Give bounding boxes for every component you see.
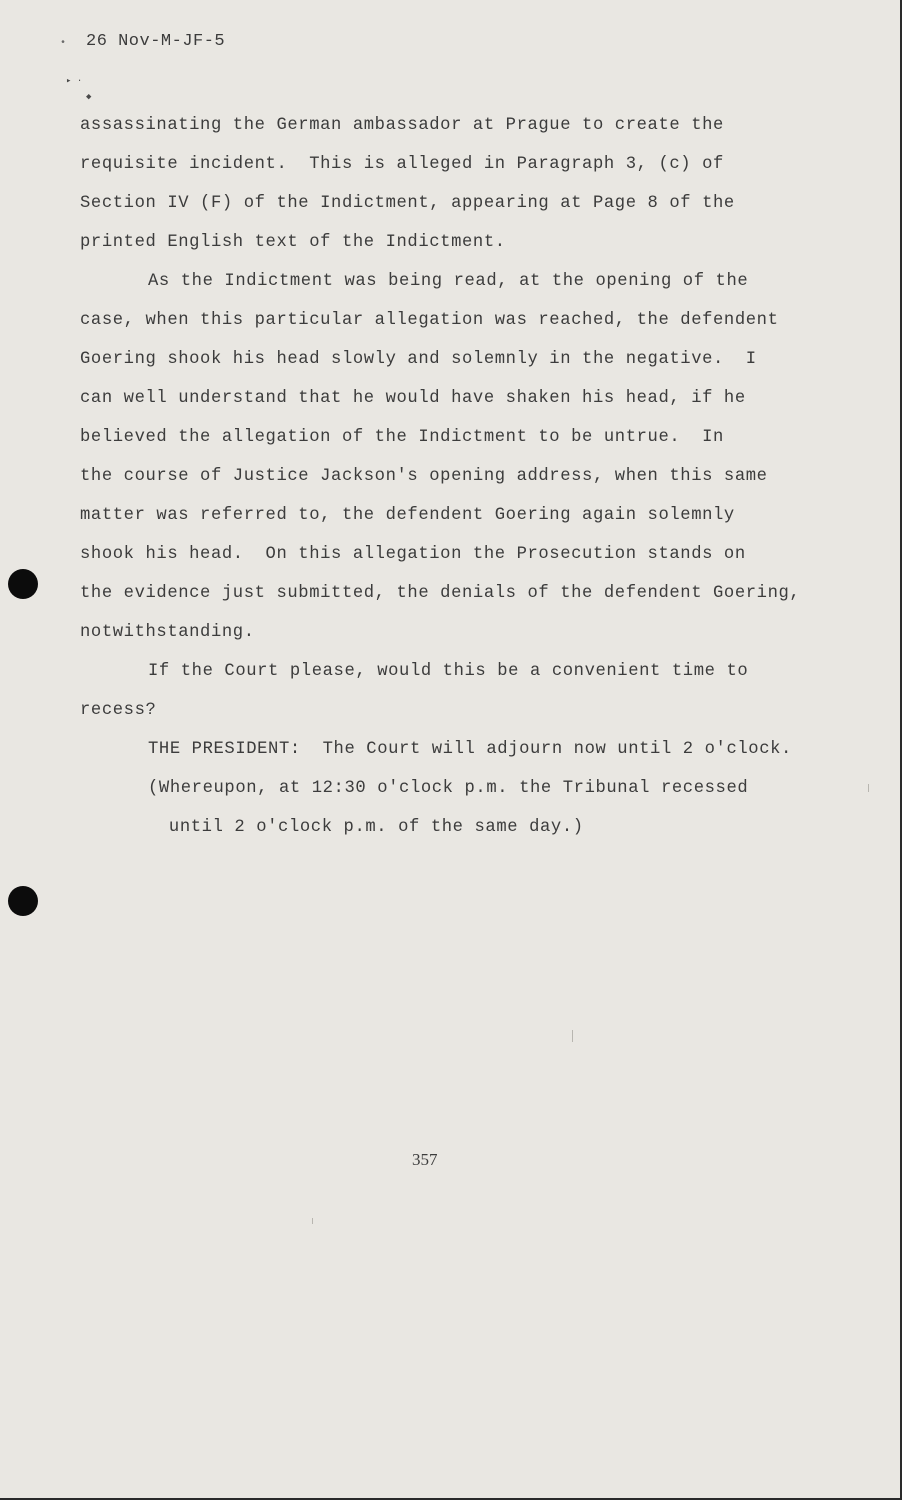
paper-speck [868,784,869,792]
text-line: Goering shook his head slowly and solemnly in the negative. I [80,350,757,369]
binder-hole-lower [8,886,38,916]
paragraph-2 [80,262,850,652]
transcript-body [80,106,850,847]
paragraph-3 [80,652,850,730]
text-line: (Whereupon, at 12:30 o'clock p.m. the Tribunal recessed [148,779,749,798]
text-line: recess? [80,701,157,720]
text-line: believed the allegation of the Indictment to be untrue. In [80,428,724,447]
margin-tick-mark: • [60,38,67,49]
text-line: As the Indictment was being read, at the opening of the [148,272,749,291]
text-line: requisite incident. This is alleged in Paragraph 3, (c) of [80,155,724,174]
text-line: the course of Justice Jackson's opening address, when this same [80,467,768,486]
paper-speck [312,1218,313,1224]
text-line: until 2 o'clock p.m. of the same day.) [158,818,584,837]
page-number: 357 [412,1150,438,1169]
ink-speck-mark: ◆ [86,92,92,102]
text-line: notwithstanding. [80,623,255,642]
text-line: THE PRESIDENT: The Court will adjourn now until 2 o'clock. [148,740,792,759]
ink-speck-mark: ▸ · [66,76,83,86]
paragraph-4 [80,730,850,847]
text-line: If the Court please, would this be a convenient time to [148,662,749,681]
page-reference-header: 26 Nov-M-JF-5 [86,32,226,51]
binder-hole-upper [8,569,38,599]
text-line: Section IV (F) of the Indictment, appearing at Page 8 of the [80,194,735,213]
paper-speck [572,1030,573,1042]
text-line: printed English text of the Indictment. [80,233,506,252]
text-line: case, when this particular allegation was reached, the defendent [80,311,779,330]
paragraph-1 [80,106,850,262]
text-line: the evidence just submitted, the denials of the defendent Goering, [80,584,801,603]
text-line: shook his head. On this allegation the Prosecution stands on [80,545,746,564]
text-line: matter was referred to, the defendent Goering again solemnly [80,506,735,525]
text-line: can well understand that he would have shaken his head, if he [80,389,746,408]
text-line: assassinating the German ambassador at Prague to create the [80,116,724,135]
